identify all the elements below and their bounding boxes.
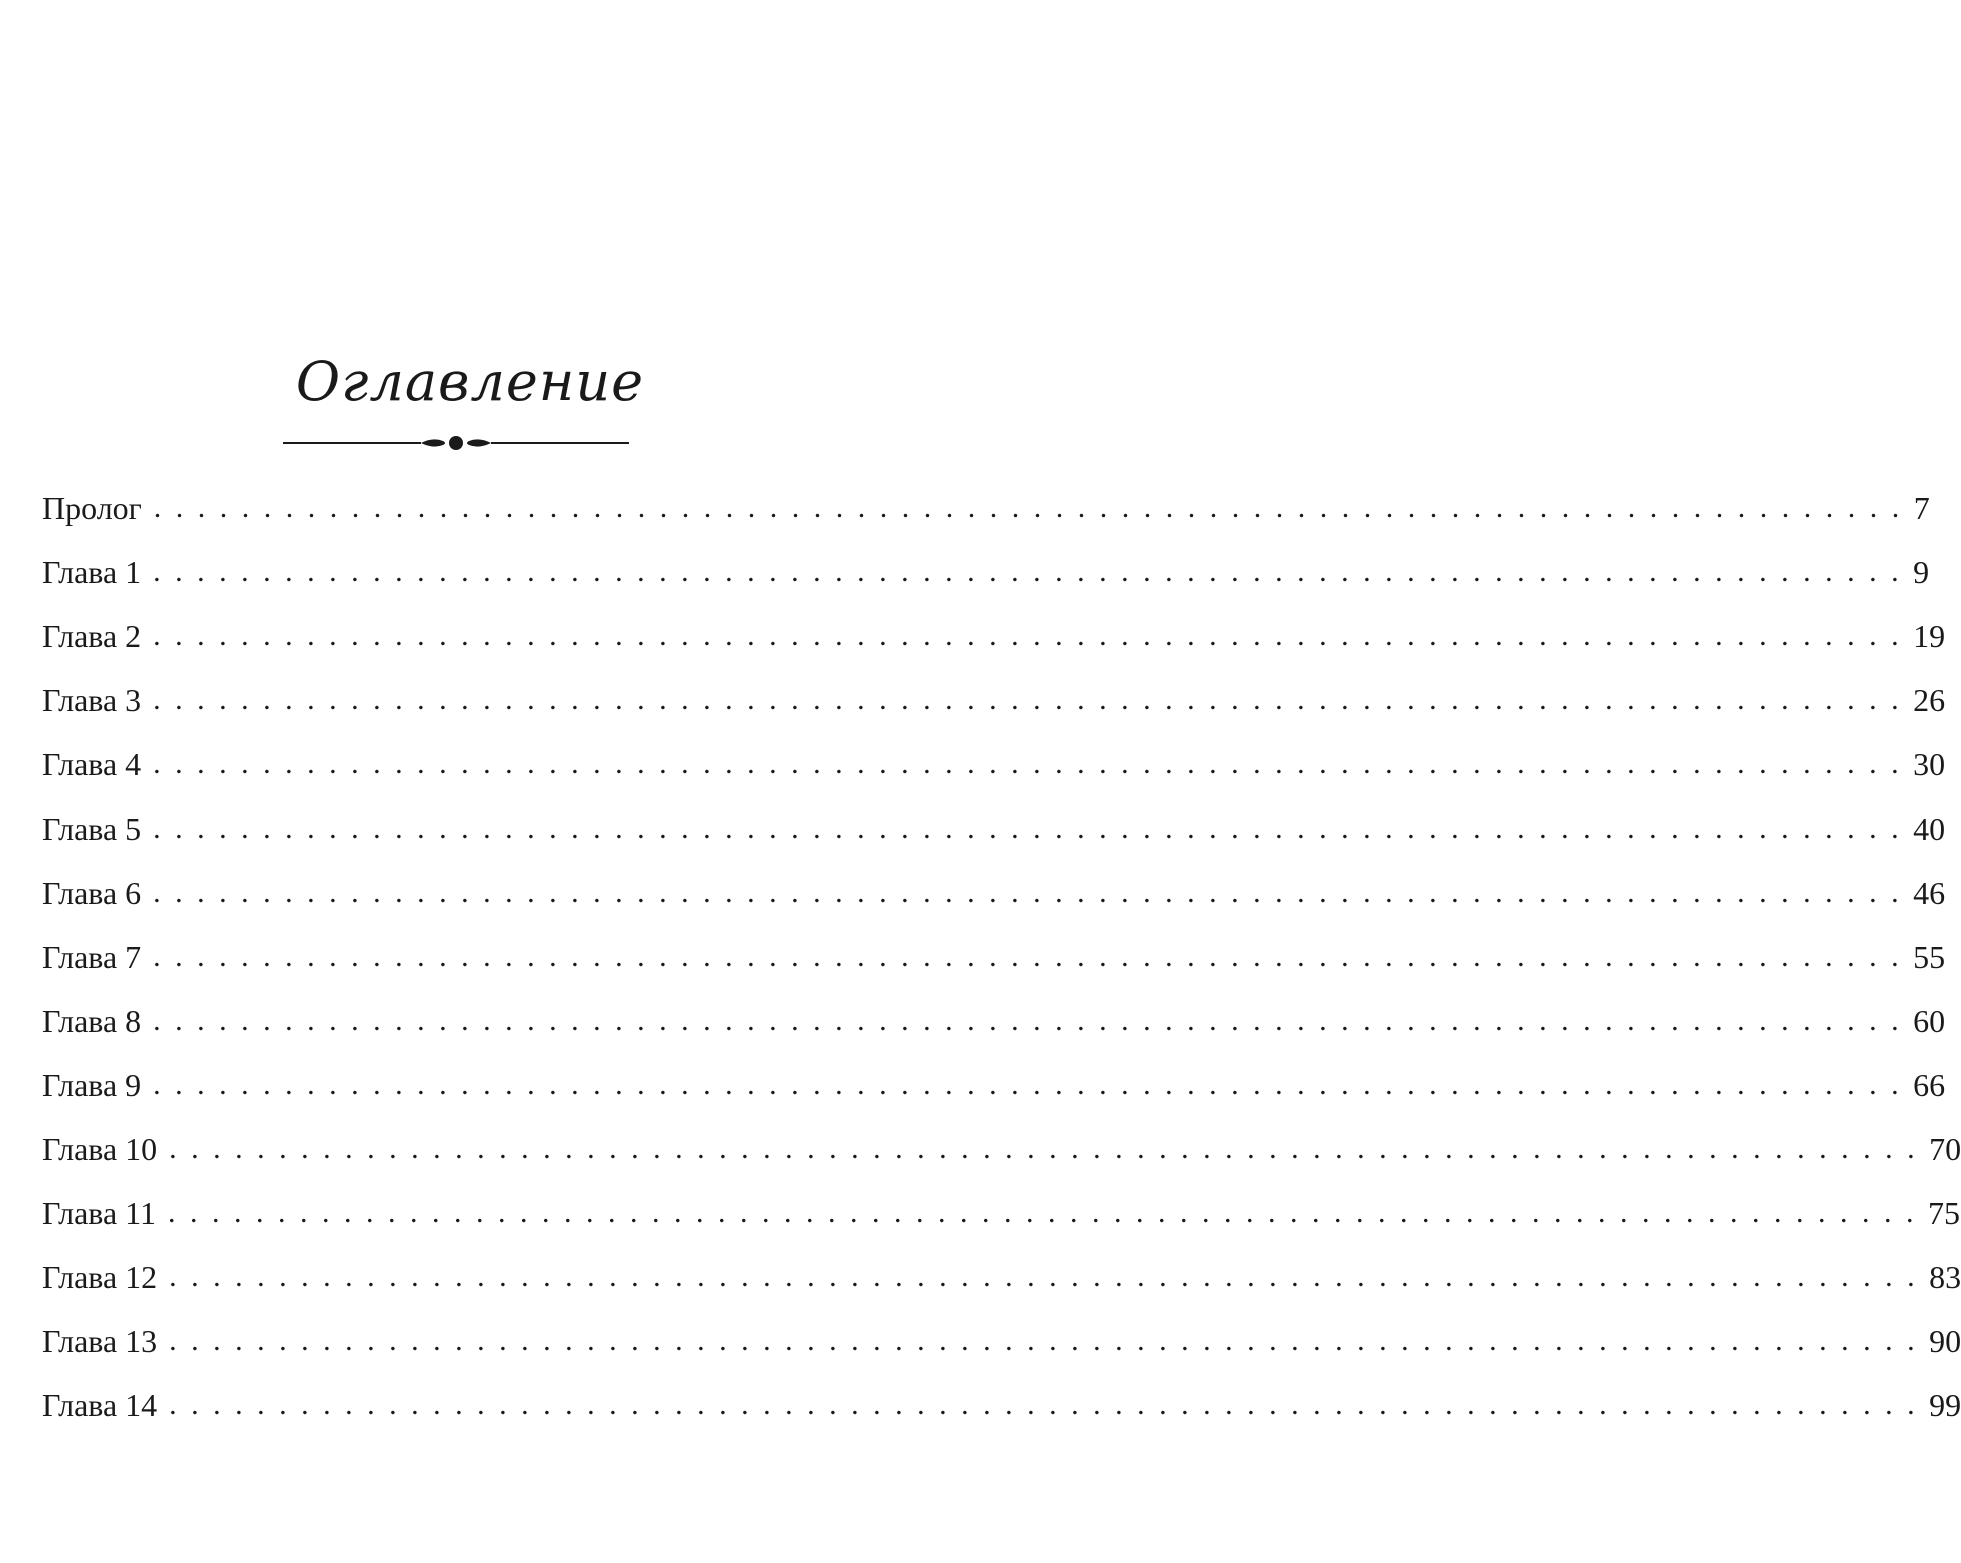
toc-dot-leader: ................................................................................	[153, 555, 1914, 589]
toc-entry	[42, 1245, 1961, 1309]
page-title: Оглавление	[295, 350, 645, 413]
toc-entry-label: Глава 3	[42, 682, 142, 719]
toc-entry-page-number: 46	[1913, 874, 1946, 911]
toc-entry-page-number: 30	[1913, 746, 1946, 783]
toc-entry	[42, 476, 1930, 540]
toc-entry	[42, 1309, 1961, 1373]
toc-entry-label: Глава 14	[42, 1387, 158, 1424]
toc-entry	[42, 1117, 1961, 1181]
toc-entry	[42, 668, 1946, 732]
toc-entry-page-number: 9	[1913, 554, 1930, 591]
toc-dot-leader: ................................................................................	[153, 747, 1914, 781]
toc-entry-label: Глава 8	[42, 1002, 142, 1039]
toc-entry-label: Глава 12	[42, 1259, 158, 1296]
toc-dot-leader: ................................................................................	[169, 1131, 1930, 1165]
title-ornament	[283, 428, 629, 458]
toc-entry-label: Глава 2	[42, 618, 142, 655]
toc-entry-label: Глава 11	[42, 1195, 156, 1232]
toc-entry	[42, 1373, 1961, 1437]
toc-entry	[42, 540, 1930, 604]
toc-entry-page-number: 70	[1929, 1130, 1961, 1167]
toc-entry-label: Пролог	[42, 490, 142, 527]
toc-dot-leader: ................................................................................	[153, 683, 1914, 717]
toc-entry-page-number: 26	[1913, 682, 1946, 719]
toc-entry	[42, 1181, 1960, 1245]
toc-entry-page-number: 19	[1913, 618, 1946, 655]
toc-entry-page-number: 55	[1913, 938, 1946, 975]
toc-dot-leader: ................................................................................	[153, 619, 1914, 653]
toc-entry-label: Глава 10	[42, 1130, 158, 1167]
toc-entry	[42, 925, 1946, 989]
toc-dot-leader: ................................................................................	[153, 1003, 1914, 1037]
table-of-contents	[42, 476, 1961, 1437]
toc-entry-page-number: 40	[1913, 810, 1946, 847]
toc-dot-leader: ................................................................................	[153, 491, 1914, 525]
toc-entry-label: Глава 6	[42, 874, 142, 911]
toc-entry	[42, 861, 1946, 925]
toc-entry-page-number: 90	[1929, 1323, 1961, 1360]
toc-entry-label: Глава 7	[42, 938, 142, 975]
toc-entry	[42, 604, 1946, 668]
toc-dot-leader: ................................................................................	[169, 1324, 1930, 1358]
toc-entry-label: Глава 13	[42, 1323, 158, 1360]
toc-dot-leader: ................................................................................	[167, 1196, 1928, 1230]
toc-entry-page-number: 60	[1913, 1002, 1946, 1039]
toc-entry	[42, 1053, 1946, 1117]
toc-entry	[42, 989, 1946, 1053]
toc-dot-leader: ................................................................................	[153, 1067, 1914, 1101]
toc-entry-page-number: 83	[1929, 1259, 1961, 1296]
toc-entry	[42, 796, 1946, 860]
toc-entry	[42, 732, 1946, 796]
toc-entry-page-number: 7	[1913, 490, 1930, 527]
toc-entry-page-number: 66	[1913, 1066, 1946, 1103]
toc-entry-page-number: 75	[1927, 1195, 1960, 1232]
toc-entry-label: Глава 1	[42, 554, 142, 591]
toc-entry-label: Глава 9	[42, 1066, 142, 1103]
toc-dot-leader: ................................................................................	[153, 875, 1914, 909]
toc-entry-label: Глава 4	[42, 746, 142, 783]
toc-dot-leader: ................................................................................	[169, 1260, 1930, 1294]
toc-entry-page-number: 99	[1929, 1387, 1961, 1424]
toc-dot-leader: ................................................................................	[153, 939, 1914, 973]
toc-entry-label: Глава 5	[42, 810, 142, 847]
toc-dot-leader: ................................................................................	[169, 1388, 1930, 1422]
toc-dot-leader: ................................................................................	[153, 811, 1914, 845]
